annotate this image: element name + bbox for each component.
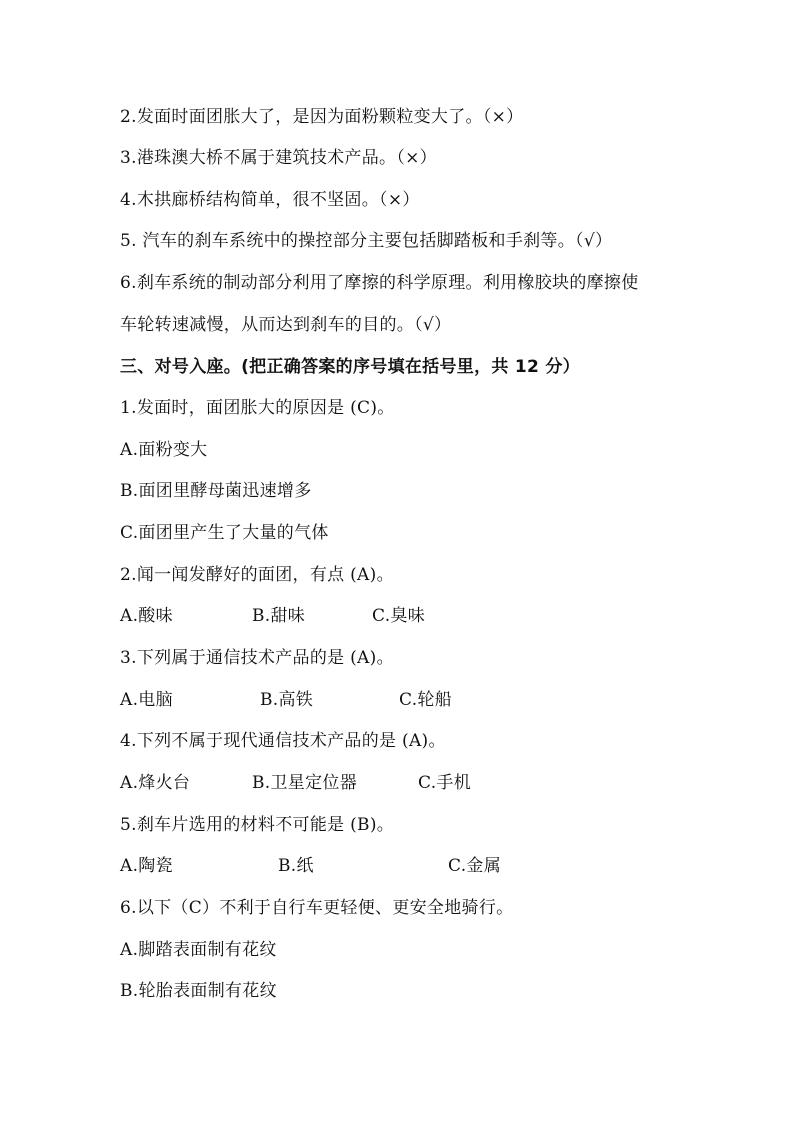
question-6-option-b: B.轮胎表面制有花纹 [120, 981, 277, 1001]
question-1-option-c: C.面团里产生了大量的气体 [120, 523, 329, 543]
question-1-option-a: A.面粉变大 [120, 440, 208, 460]
question-5-option-a: A.陶瓷 [120, 856, 173, 876]
question-5-stem: 5.刹车片选用的材料不可能是 (B)。 [120, 815, 395, 835]
judgement-item-6-line-2: 车轮转速减慢，从而达到刹车的目的。（√） [120, 315, 452, 335]
question-4-stem: 4.下列不属于现代通信技术产品的是 (A)。 [120, 731, 446, 751]
question-4-option-c: C.手机 [418, 773, 472, 793]
question-6-option-a: A.脚踏表面制有花纹 [120, 940, 277, 960]
question-2-option-b: B.甜味 [252, 606, 306, 626]
judgement-item-3: 3.港珠澳大桥不属于建筑技术产品。（×） [120, 148, 437, 168]
judgement-item-4: 4.木拱廊桥结构简单，很不坚固。（×） [120, 190, 420, 210]
question-3-option-b: B.高铁 [260, 690, 314, 710]
question-3-stem: 3.下列属于通信技术产品的是 (A)。 [120, 648, 394, 668]
question-6-stem: 6.以下（C）不利于自行车更轻便、更安全地骑行。 [120, 898, 514, 918]
question-3-option-c: C.轮船 [399, 690, 453, 710]
question-1-option-b: B.面团里酵母菌迅速增多 [120, 481, 312, 501]
section-3-heading: 三、对号入座。(把正确答案的序号填在括号里，共 12 分） [120, 357, 580, 377]
judgement-item-5: 5. 汽车的刹车系统中的操控部分主要包括脚踏板和手刹等。（√） [120, 231, 613, 251]
judgement-item-2: 2.发面时面团胀大了，是因为面粉颗粒变大了。（×） [120, 107, 524, 127]
question-4-option-a: A.烽火台 [120, 773, 191, 793]
question-3-option-a: A.电脑 [120, 690, 173, 710]
question-4-option-b: B.卫星定位器 [252, 773, 357, 793]
question-5-option-b: B.纸 [278, 856, 314, 876]
question-5-option-c: C.金属 [448, 856, 502, 876]
question-2-option-c: C.臭味 [372, 606, 426, 626]
question-2-option-a: A.酸味 [120, 606, 173, 626]
question-2-stem: 2.闻一闻发酵好的面团，有点 (A)。 [120, 565, 394, 585]
judgement-item-6-line-1: 6.刹车系统的制动部分利用了摩擦的科学原理。利用橡胶块的摩擦使 [120, 273, 639, 293]
question-1-stem: 1.发面时，面团胀大的原因是 (C)。 [120, 398, 395, 418]
